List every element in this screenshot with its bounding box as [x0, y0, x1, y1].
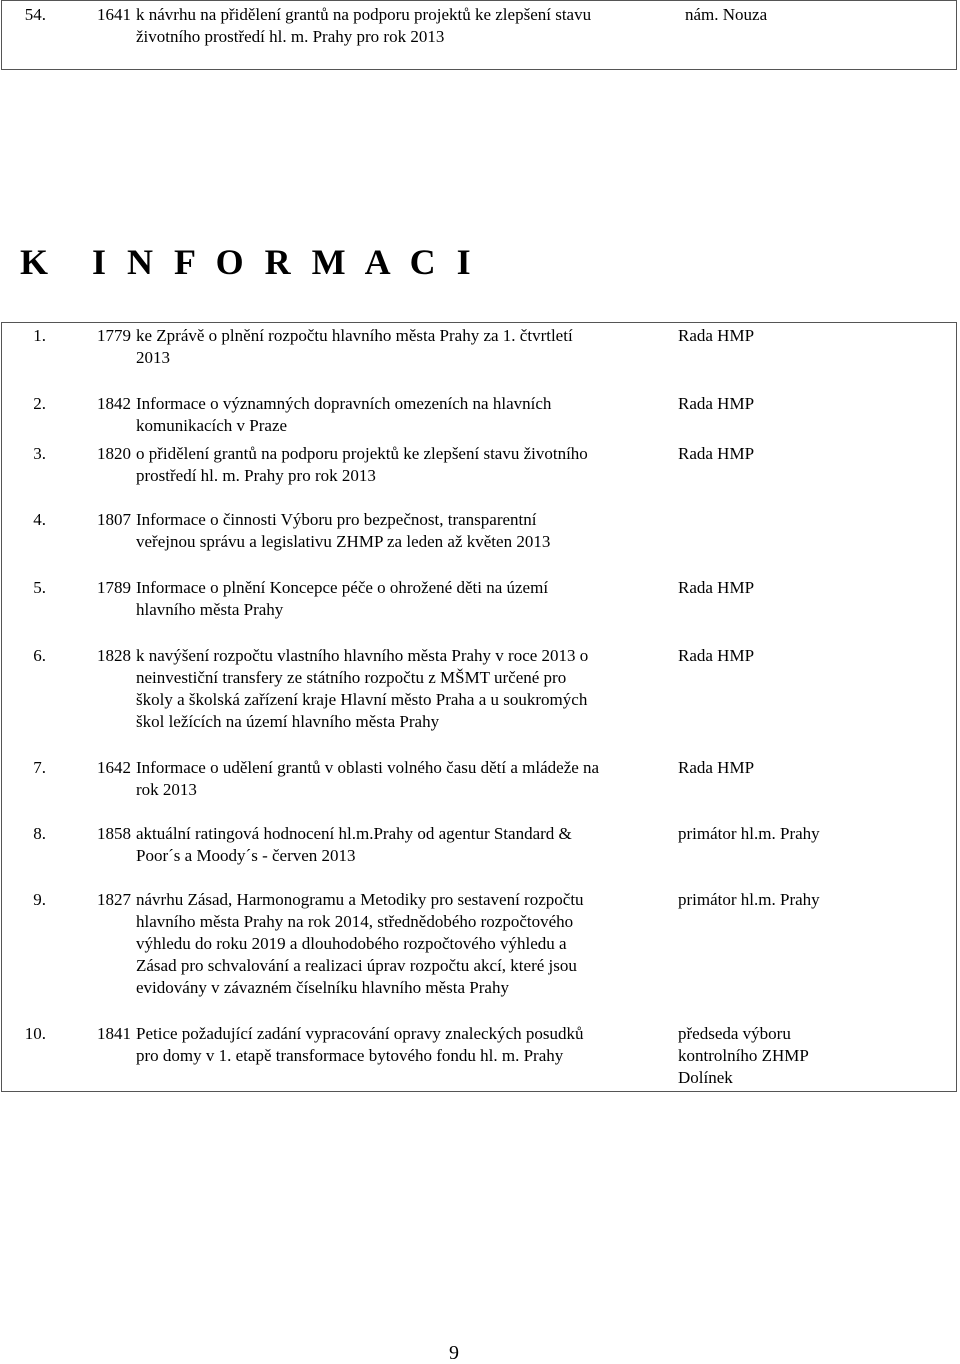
item-text-line: Informace o udělení grantů v oblasti volného času dětí a mládeže na — [136, 758, 600, 777]
item-number: 7. — [33, 758, 46, 777]
item-text-line: školy a školská zařízení kraje Hlavní město Praha a u soukromých — [136, 690, 588, 709]
item-responsible: nám. Nouza — [685, 5, 768, 24]
item-code: 1841 — [97, 1024, 131, 1043]
item-text-line: komunikacích v Praze — [136, 416, 288, 435]
item-text-line: Zásad pro schvalování a realizaci úprav rozpočtu akcí, které jsou — [136, 956, 577, 975]
item-text-line: aktuální ratingová hodnocení hl.m.Prahy od agentur Standard & — [136, 824, 572, 843]
item-text-line: neinvestiční transfery ze státního rozpočtu z MŠMT určené pro — [136, 668, 567, 687]
item-text-line: škol ležících na území hlavního města Prahy — [136, 712, 440, 731]
item-number: 5. — [33, 578, 46, 597]
item-text-line: Informace o plnění Koncepce péče o ohrožené děti na území — [136, 578, 549, 597]
item-code: 1858 — [97, 824, 131, 843]
item-text-line: 2013 — [136, 348, 170, 367]
item-responsible: Rada HMP — [678, 758, 755, 777]
item-number: 6. — [33, 646, 46, 665]
item-text-line: Petice požadující zadání vypracování opravy znaleckých posudků — [136, 1024, 584, 1043]
page-number: 9 — [449, 1342, 459, 1364]
item-responsible: Rada HMP — [678, 326, 755, 345]
item-number: 10. — [24, 1024, 46, 1043]
item-code: 1842 — [97, 394, 131, 413]
section-heading — [20, 240, 477, 284]
item-text-line: Informace o významných dopravních omezeních na hlavních — [136, 394, 552, 413]
item-code: 1642 — [97, 758, 131, 777]
item-text-line: návrhu Zásad, Harmonogramu a Metodiky pro sestavení rozpočtu — [136, 890, 584, 909]
item-responsible: primátor hl.m. Prahy — [678, 824, 820, 843]
item-text-line: Informace o činnosti Výboru pro bezpečnost, transparentní — [136, 510, 537, 529]
item-text-line: výhledu do roku 2019 a dlouhodobého rozpočtového výhledu a — [136, 934, 567, 953]
item-responsible: primátor hl.m. Prahy — [678, 890, 820, 909]
item-number: 3. — [33, 444, 46, 463]
item-code: 1827 — [97, 890, 131, 909]
item-code: 1820 — [97, 444, 131, 463]
section-title: I N F O R M A C I — [92, 242, 477, 282]
item-number: 2. — [33, 394, 46, 413]
item-number: 8. — [33, 824, 46, 843]
item-responsible: Rada HMP — [678, 394, 755, 413]
top-item-table — [1, 0, 957, 70]
item-responsible: Rada HMP — [678, 444, 755, 463]
item-text-line: evidovány v závazném číselníku hlavního města Prahy — [136, 978, 509, 997]
item-text-line: životního prostředí hl. m. Prahy pro rok 2013 — [136, 27, 445, 46]
item-text-line: k navýšení rozpočtu vlastního hlavního města Prahy v roce 2013 o — [136, 646, 589, 665]
item-number: 54. — [24, 5, 46, 24]
informace-table — [1, 322, 957, 1092]
item-text-line: Poor´s a Moody´s - červen 2013 — [136, 846, 356, 865]
item-responsible: Dolínek — [678, 1068, 733, 1087]
item-number: 9. — [33, 890, 46, 909]
item-responsible: předseda výboru — [678, 1024, 791, 1043]
item-text-line: ke Zprávě o plnění rozpočtu hlavního města Prahy za 1. čtvrtletí — [136, 326, 573, 345]
item-text-line: o přidělení grantů na podporu projektů ke zlepšení stavu životního — [136, 444, 588, 463]
section-k: K — [20, 242, 55, 282]
item-number: 4. — [33, 510, 46, 529]
item-code: 1641 — [97, 5, 131, 24]
item-responsible: Rada HMP — [678, 578, 755, 597]
item-responsible: Rada HMP — [678, 646, 755, 665]
item-text-line: rok 2013 — [136, 780, 197, 799]
item-text-line: veřejnou správu a legislativu ZHMP za leden až květen 2013 — [136, 532, 551, 551]
item-code: 1807 — [97, 510, 131, 529]
item-code: 1779 — [97, 326, 131, 345]
item-text-line: hlavního města Prahy na rok 2014, střednědobého rozpočtového — [136, 912, 574, 931]
item-code: 1789 — [97, 578, 131, 597]
item-code: 1828 — [97, 646, 131, 665]
item-text-line: prostředí hl. m. Prahy pro rok 2013 — [136, 466, 376, 485]
item-number: 1. — [33, 326, 46, 345]
item-text-line: k návrhu na přidělení grantů na podporu projektů ke zlepšení stavu — [136, 5, 592, 24]
item-responsible: kontrolního ZHMP — [678, 1046, 809, 1065]
item-text-line: hlavního města Prahy — [136, 600, 284, 619]
item-text-line: pro domy v 1. etapě transformace bytového fondu hl. m. Prahy — [136, 1046, 564, 1065]
